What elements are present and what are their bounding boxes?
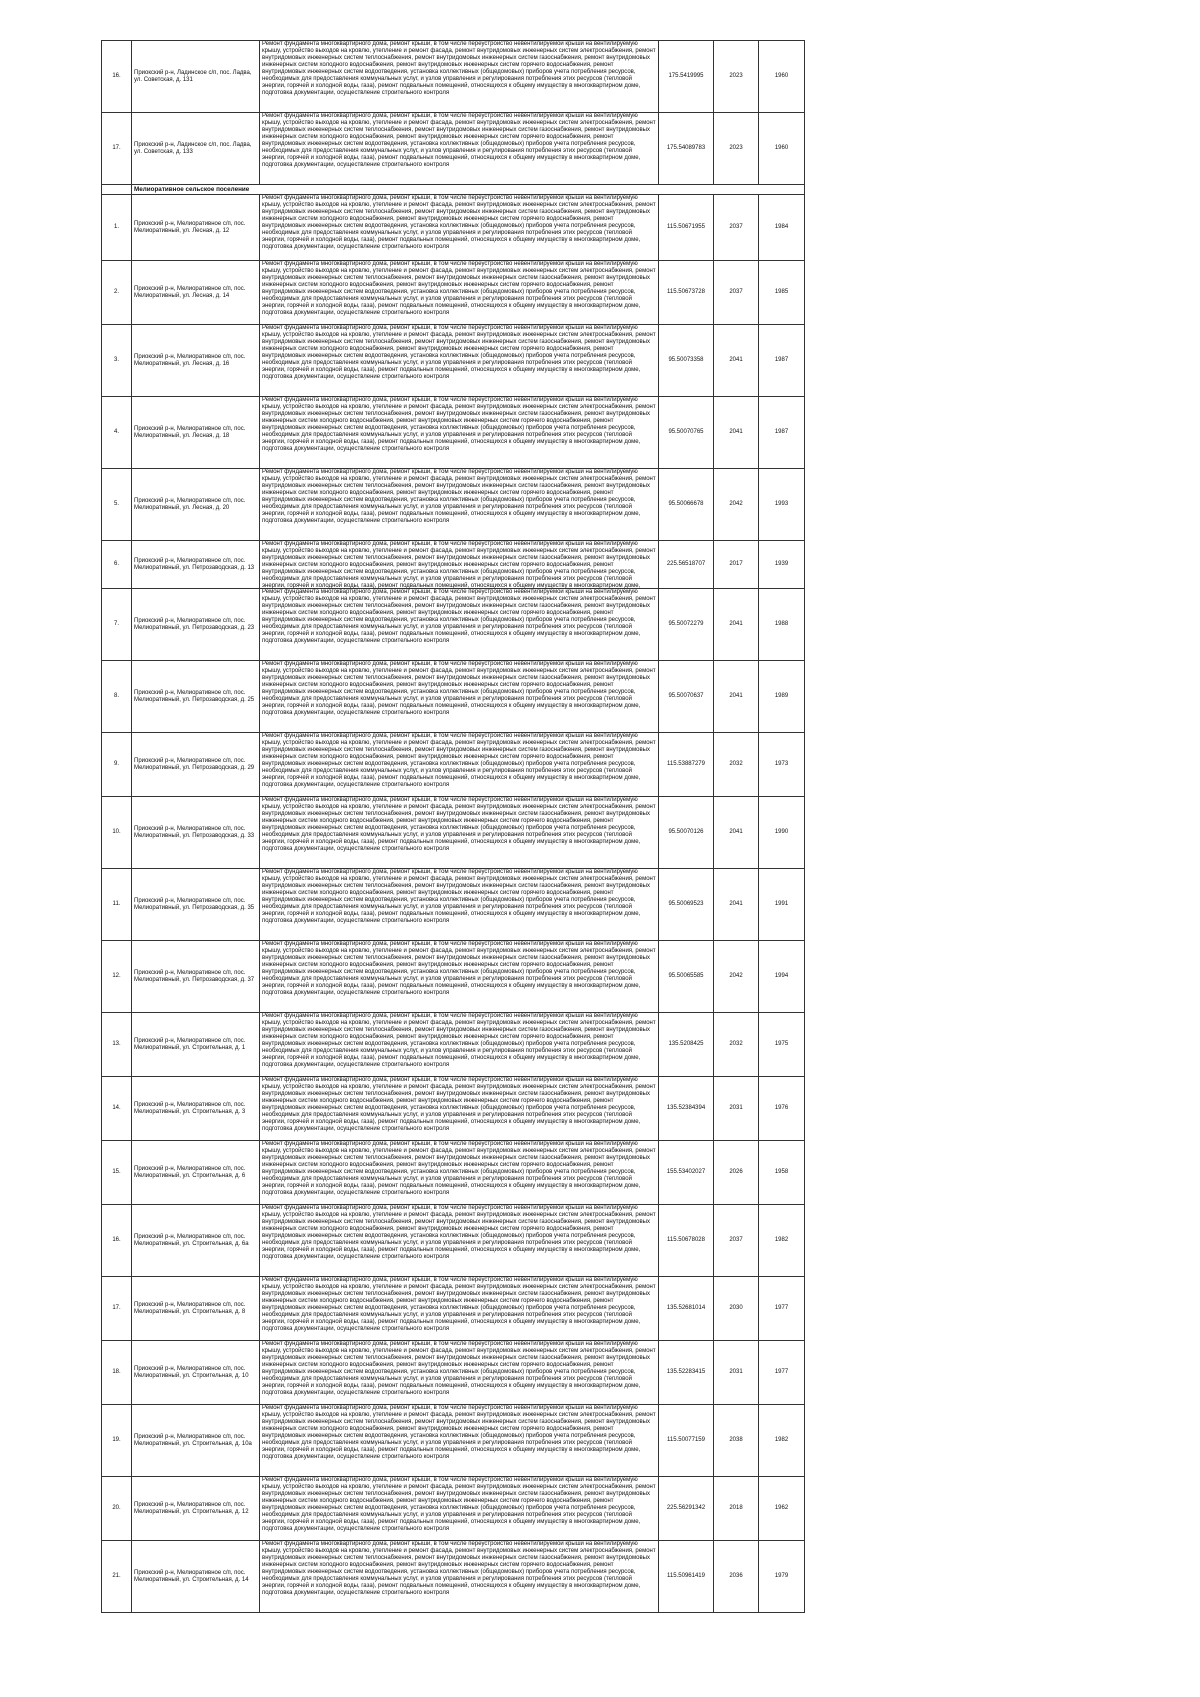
- address-cell: Приокский р-н, Мелиоративное с/п, пос. Мелиоративный, ул. Петрозаводская, д. 37: [132, 941, 260, 1013]
- work-description-cell: [260, 733, 659, 797]
- work-description-text: Ремонт фундамента многоквартирного дома, ремонт крыши, в том числе переустройство невентилируемой крыши на вентилируемую крышу, устройство выходов на кровлю, утепление и ремонт фасада, ремонт внутридомовых инженерных систем электроснабжения, ремонт внутридомовых инженерных систем теплоснабжения, ремонт внутридомовых инженерных систем газоснабжения, ремонт внутридомовых инженерных систем холодного водоснабжения, ремонт внутридомовых инженерных систем горячего водоснабжения, ремонт внутридомовых инженерных систем водоотведения, установка коллективных (общедомовых) приборов учета потребления ресурсов, необходимых для предоставления коммунальных услуг, и узлов управления и регулирования потребления этих ресурсов (тепловой энергии, горячей и холодной воды, газа), ремонт подвальных помещений, относящихся к общему имуществу в многоквартирном доме, подготовка документации, осуществление строительного контроля: [262, 589, 656, 644]
- cost-cell: 95.50070765: [659, 397, 714, 469]
- table-row: [102, 195, 805, 261]
- planned-year-cell: 2041: [714, 797, 759, 869]
- work-description-cell: [260, 1277, 659, 1341]
- cost-cell: 95.50070637: [659, 661, 714, 733]
- cost-cell: 135.5208425: [659, 1013, 714, 1077]
- table-row: [102, 589, 805, 661]
- row-number: 6.: [102, 541, 132, 589]
- row-number: 15.: [102, 1141, 132, 1205]
- build-year-cell: 1976: [759, 1077, 805, 1141]
- planned-year-cell: 2041: [714, 589, 759, 661]
- build-year-cell: 1991: [759, 869, 805, 941]
- build-year-cell: 1990: [759, 797, 805, 869]
- work-description-cell: [260, 195, 659, 261]
- work-description-text: Ремонт фундамента многоквартирного дома, ремонт крыши, в том числе переустройство невентилируемой крыши на вентилируемую крышу, устройство выходов на кровлю, утепление и ремонт фасада, ремонт внутридомовых инженерных систем электроснабжения, ремонт внутридомовых инженерных систем теплоснабжения, ремонт внутридомовых инженерных систем газоснабжения, ремонт внутридомовых инженерных систем холодного водоснабжения, ремонт внутридомовых инженерных систем горячего водоснабжения, ремонт внутридомовых инженерных систем водоотведения, установка коллективных (общедомовых) приборов учета потребления ресурсов, необходимых для предоставления коммунальных услуг, и узлов управления и регулирования потребления этих ресурсов (тепловой энергии, горячей и холодной воды, газа), ремонт подвальных помещений, относящихся к общему имуществу в многоквартирном доме, подготовка документации, осуществление строительного контроля: [262, 469, 656, 524]
- work-description-text: Ремонт фундамента многоквартирного дома, ремонт крыши, в том числе переустройство невентилируемой крыши на вентилируемую крышу, устройство выходов на кровлю, утепление и ремонт фасада, ремонт внутридомовых инженерных систем электроснабжения, ремонт внутридомовых инженерных систем теплоснабжения, ремонт внутридомовых инженерных систем газоснабжения, ремонт внутридомовых инженерных систем холодного водоснабжения, ремонт внутридомовых инженерных систем горячего водоснабжения, ремонт внутридомовых инженерных систем водоотведения, установка коллективных (общедомовых) приборов учета потребления ресурсов, необходимых для предоставления коммунальных услуг, и узлов управления и регулирования потребления этих ресурсов (тепловой энергии, горячей и холодной воды, газа), ремонт подвальных помещений, относящихся к общему имуществу в многоквартирном доме, подготовка документации, осуществление строительного контроля: [262, 41, 656, 96]
- cost-cell: 95.50069523: [659, 869, 714, 941]
- planned-year-cell: 2017: [714, 541, 759, 589]
- planned-year-cell: 2032: [714, 1013, 759, 1077]
- work-description-text: Ремонт фундамента многоквартирного дома, ремонт крыши, в том числе переустройство невентилируемой крыши на вентилируемую крышу, устройство выходов на кровлю, утепление и ремонт фасада, ремонт внутридомовых инженерных систем электроснабжения, ремонт внутридомовых инженерных систем теплоснабжения, ремонт внутридомовых инженерных систем газоснабжения, ремонт внутридомовых инженерных систем холодного водоснабжения, ремонт внутридомовых инженерных систем горячего водоснабжения, ремонт внутридомовых инженерных систем водоотведения, установка коллективных (общедомовых) приборов учета потребления ресурсов, необходимых для предоставления коммунальных услуг, и узлов управления и регулирования потребления этих ресурсов (тепловой энергии, горячей и холодной воды, газа), ремонт подвальных помещений, относящихся к общему имуществу в многоквартирном доме, подготовка документации, осуществление строительного контроля: [262, 1405, 656, 1460]
- address-cell: Приокский р-н, Мелиоративное с/п, пос. Мелиоративный, ул. Строительная, д. 3: [132, 1077, 260, 1141]
- row-number: 10.: [102, 797, 132, 869]
- table-row: [102, 1477, 805, 1541]
- cost-cell: 95.50070126: [659, 797, 714, 869]
- table-row: [102, 1141, 805, 1205]
- table-row: [102, 397, 805, 469]
- planned-year-cell: 2023: [714, 113, 759, 185]
- work-description-text: Ремонт фундамента многоквартирного дома, ремонт крыши, в том числе переустройство невентилируемой крыши на вентилируемую крышу, устройство выходов на кровлю, утепление и ремонт фасада, ремонт внутридомовых инженерных систем электроснабжения, ремонт внутридомовых инженерных систем теплоснабжения, ремонт внутридомовых инженерных систем газоснабжения, ремонт внутридомовых инженерных систем холодного водоснабжения, ремонт внутридомовых инженерных систем горячего водоснабжения, ремонт внутридомовых инженерных систем водоотведения, установка коллективных (общедомовых) приборов учета потребления ресурсов, необходимых для предоставления коммунальных услуг, и узлов управления и регулирования потребления этих ресурсов (тепловой энергии, горячей и холодной воды, газа), ремонт подвальных помещений, относящихся к общему имуществу в многоквартирном доме, подготовка документации, осуществление строительного контроля: [262, 1277, 656, 1332]
- work-description-text: Ремонт фундамента многоквартирного дома, ремонт крыши, в том числе переустройство невентилируемой крыши на вентилируемую крышу, устройство выходов на кровлю, утепление и ремонт фасада, ремонт внутридомовых инженерных систем электроснабжения, ремонт внутридомовых инженерных систем теплоснабжения, ремонт внутридомовых инженерных систем газоснабжения, ремонт внутридомовых инженерных систем холодного водоснабжения, ремонт внутридомовых инженерных систем горячего водоснабжения, ремонт внутридомовых инженерных систем водоотведения, установка коллективных (общедомовых) приборов учета потребления ресурсов, необходимых для предоставления коммунальных услуг, и узлов управления и регулирования потребления этих ресурсов (тепловой энергии, горячей и холодной воды, газа), ремонт подвальных помещений, относящихся к общему имуществу в многоквартирном доме, подготовка документации, осуществление строительного контроля: [262, 1077, 656, 1132]
- row-number: 19.: [102, 1405, 132, 1477]
- cost-cell: 115.50673728: [659, 261, 714, 325]
- planned-year-cell: 2030: [714, 1277, 759, 1341]
- table-row: [102, 541, 805, 589]
- address-cell: Приокский р-н, Мелиоративное с/п, пос. Мелиоративный, ул. Строительная, д. 10: [132, 1341, 260, 1405]
- work-description-cell: [260, 797, 659, 869]
- cost-cell: 175.5419995: [659, 41, 714, 113]
- work-description-cell: [260, 1341, 659, 1405]
- build-year-cell: 1973: [759, 733, 805, 797]
- planned-year-cell: 2023: [714, 41, 759, 113]
- build-year-cell: 1988: [759, 589, 805, 661]
- table-row: [102, 325, 805, 397]
- row-number: 9.: [102, 733, 132, 797]
- work-description-text: Ремонт фундамента многоквартирного дома, ремонт крыши, в том числе переустройство невентилируемой крыши на вентилируемую крышу, устройство выходов на кровлю, утепление и ремонт фасада, ремонт внутридомовых инженерных систем электроснабжения, ремонт внутридомовых инженерных систем теплоснабжения, ремонт внутридомовых инженерных систем газоснабжения, ремонт внутридомовых инженерных систем холодного водоснабжения, ремонт внутридомовых инженерных систем горячего водоснабжения, ремонт внутридомовых инженерных систем водоотведения, установка коллективных (общедомовых) приборов учета потребления ресурсов, необходимых для предоставления коммунальных услуг, и узлов управления и регулирования потребления этих ресурсов (тепловой энергии, горячей и холодной воды, газа), ремонт подвальных помещений, относящихся к общему имуществу в многоквартирном доме, подготовка документации, осуществление строительного контроля: [262, 661, 656, 716]
- planned-year-cell: 2031: [714, 1341, 759, 1405]
- address-cell: Приокский р-н, Мелиоративное с/п, пос. Мелиоративный, ул. Строительная, д. 14: [132, 1541, 260, 1613]
- work-description-cell: [260, 661, 659, 733]
- planned-year-cell: 2036: [714, 1541, 759, 1613]
- work-description-cell: [260, 589, 659, 661]
- cost-cell: 95.50073358: [659, 325, 714, 397]
- planned-year-cell: 2041: [714, 661, 759, 733]
- table-row: [102, 661, 805, 733]
- address-cell: Приокский р-н, Мелиоративное с/п, пос. Мелиоративный, ул. Лесная, д. 18: [132, 397, 260, 469]
- row-number: 4.: [102, 397, 132, 469]
- work-description-text: Ремонт фундамента многоквартирного дома, ремонт крыши, в том числе переустройство невентилируемой крыши на вентилируемую крышу, устройство выходов на кровлю, утепление и ремонт фасада, ремонт внутридомовых инженерных систем электроснабжения, ремонт внутридомовых инженерных систем теплоснабжения, ремонт внутридомовых инженерных систем газоснабжения, ремонт внутридомовых инженерных систем холодного водоснабжения, ремонт внутридомовых инженерных систем горячего водоснабжения, ремонт внутридомовых инженерных систем водоотведения, установка коллективных (общедомовых) приборов учета потребления ресурсов, необходимых для предоставления коммунальных услуг, и узлов управления и регулирования потребления этих ресурсов (тепловой энергии, горячей и холодной воды, газа), ремонт подвальных помещений, относящихся к общему имуществу в многоквартирном доме, подготовка документации, осуществление строительного контроля: [262, 941, 656, 996]
- address-cell: Приокский р-н, Мелиоративное с/п, пос. Мелиоративный, ул. Строительная, д. 6а: [132, 1205, 260, 1277]
- cost-cell: 115.50961419: [659, 1541, 714, 1613]
- table-row: [102, 1341, 805, 1405]
- row-number: 11.: [102, 869, 132, 941]
- work-description-text: Ремонт фундамента многоквартирного дома, ремонт крыши, в том числе переустройство невентилируемой крыши на вентилируемую крышу, устройство выходов на кровлю, утепление и ремонт фасада, ремонт внутридомовых инженерных систем электроснабжения, ремонт внутридомовых инженерных систем теплоснабжения, ремонт внутридомовых инженерных систем газоснабжения, ремонт внутридомовых инженерных систем холодного водоснабжения, ремонт внутридомовых инженерных систем горячего водоснабжения, ремонт внутридомовых инженерных систем водоотведения, установка коллективных (общедомовых) приборов учета потребления ресурсов, необходимых для предоставления коммунальных услуг, и узлов управления и регулирования потребления этих ресурсов (тепловой энергии, горячей и холодной воды, газа), ремонт подвальных помещений, относящихся к общему имуществу в многоквартирном доме, подготовка документации, осуществление строительного контроля: [262, 1013, 656, 1068]
- register-sheet: [101, 40, 804, 1613]
- row-number: 8.: [102, 661, 132, 733]
- planned-year-cell: 2037: [714, 1205, 759, 1277]
- table-row: [102, 1541, 805, 1613]
- build-year-cell: 1960: [759, 113, 805, 185]
- work-description-text: Ремонт фундамента многоквартирного дома, ремонт крыши, в том числе переустройство невентилируемой крыши на вентилируемую крышу, устройство выходов на кровлю, утепление и ремонт фасада, ремонт внутридомовых инженерных систем электроснабжения, ремонт внутридомовых инженерных систем теплоснабжения, ремонт внутридомовых инженерных систем газоснабжения, ремонт внутридомовых инженерных систем холодного водоснабжения, ремонт внутридомовых инженерных систем горячего водоснабжения, ремонт внутридомовых инженерных систем водоотведения, установка коллективных (общедомовых) приборов учета потребления ресурсов, необходимых для предоставления коммунальных услуг, и узлов управления и регулирования потребления этих ресурсов (тепловой энергии, горячей и холодной воды, газа), ремонт подвальных помещений, относящихся к общему имуществу в многоквартирном доме, подготовка документации, осуществление строительного контроля: [262, 1205, 656, 1260]
- planned-year-cell: 2037: [714, 195, 759, 261]
- table-row: [102, 261, 805, 325]
- build-year-cell: 1982: [759, 1205, 805, 1277]
- capital-repair-table: [101, 40, 805, 1613]
- work-description-text: Ремонт фундамента многоквартирного дома, ремонт крыши, в том числе переустройство невентилируемой крыши на вентилируемую крышу, устройство выходов на кровлю, утепление и ремонт фасада, ремонт внутридомовых инженерных систем электроснабжения, ремонт внутридомовых инженерных систем теплоснабжения, ремонт внутридомовых инженерных систем газоснабжения, ремонт внутридомовых инженерных систем холодного водоснабжения, ремонт внутридомовых инженерных систем горячего водоснабжения, ремонт внутридомовых инженерных систем водоотведения, установка коллективных (общедомовых) приборов учета потребления ресурсов, необходимых для предоставления коммунальных услуг, и узлов управления и регулирования потребления этих ресурсов (тепловой энергии, горячей и холодной воды, газа), ремонт подвальных помещений, относящихся к общему имуществу в многоквартирном доме,: [262, 541, 656, 588]
- row-number: 12.: [102, 941, 132, 1013]
- row-number: 7.: [102, 589, 132, 661]
- address-cell: Приокский р-н, Мелиоративное с/п, пос. Мелиоративный, ул. Строительная, д. 6: [132, 1141, 260, 1205]
- row-number: 5.: [102, 469, 132, 541]
- table-body: [102, 41, 805, 1613]
- cost-cell: 115.53887279: [659, 733, 714, 797]
- work-description-cell: [260, 941, 659, 1013]
- cost-cell: 95.50066678: [659, 469, 714, 541]
- table-row: [102, 1277, 805, 1341]
- row-number: 16.: [102, 1205, 132, 1277]
- work-description-text: Ремонт фундамента многоквартирного дома, ремонт крыши, в том числе переустройство невентилируемой крыши на вентилируемую крышу, устройство выходов на кровлю, утепление и ремонт фасада, ремонт внутридомовых инженерных систем электроснабжения, ремонт внутридомовых инженерных систем теплоснабжения, ремонт внутридомовых инженерных систем газоснабжения, ремонт внутридомовых инженерных систем холодного водоснабжения, ремонт внутридомовых инженерных систем горячего водоснабжения, ремонт внутридомовых инженерных систем водоотведения, установка коллективных (общедомовых) приборов учета потребления ресурсов, необходимых для предоставления коммунальных услуг, и узлов управления и регулирования потребления этих ресурсов (тепловой энергии, горячей и холодной воды, газа), ремонт подвальных помещений, относящихся к общему имуществу в многоквартирном доме, подготовка документации, осуществление строительного контроля: [262, 195, 656, 250]
- cost-cell: 115.50678028: [659, 1205, 714, 1277]
- build-year-cell: 1989: [759, 661, 805, 733]
- cost-cell: 135.52384394: [659, 1077, 714, 1141]
- work-description-cell: [260, 41, 659, 113]
- work-description-cell: [260, 1013, 659, 1077]
- work-description-cell: [260, 1205, 659, 1277]
- address-cell: Приокский р-н, Мелиоративное с/п, пос. Мелиоративный, ул. Лесная, д. 20: [132, 469, 260, 541]
- cost-cell: 95.50072279: [659, 589, 714, 661]
- address-cell: Приокский р-н, Мелиоративное с/п, пос. Мелиоративный, ул. Петрозаводская, д. 29: [132, 733, 260, 797]
- address-cell: Приокский р-н, Мелиоративное с/п, пос. Мелиоративный, ул. Лесная, д. 12: [132, 195, 260, 261]
- table-row: [102, 869, 805, 941]
- build-year-cell: 1979: [759, 1541, 805, 1613]
- planned-year-cell: 2042: [714, 469, 759, 541]
- table-row: [102, 469, 805, 541]
- cost-cell: 135.52283415: [659, 1341, 714, 1405]
- build-year-cell: 1984: [759, 195, 805, 261]
- row-number: 17.: [102, 113, 132, 185]
- cost-cell: 175.54089783: [659, 113, 714, 185]
- work-description-text: Ремонт фундамента многоквартирного дома, ремонт крыши, в том числе переустройство невентилируемой крыши на вентилируемую крышу, устройство выходов на кровлю, утепление и ремонт фасада, ремонт внутридомовых инженерных систем электроснабжения, ремонт внутридомовых инженерных систем теплоснабжения, ремонт внутридомовых инженерных систем газоснабжения, ремонт внутридомовых инженерных систем холодного водоснабжения, ремонт внутридомовых инженерных систем горячего водоснабжения, ремонт внутридомовых инженерных систем водоотведения, установка коллективных (общедомовых) приборов учета потребления ресурсов, необходимых для предоставления коммунальных услуг, и узлов управления и регулирования потребления этих ресурсов (тепловой энергии, горячей и холодной воды, газа), ремонт подвальных помещений, относящихся к общему имуществу в многоквартирном доме, подготовка документации, осуществление строительного контроля: [262, 325, 656, 380]
- work-description-cell: [260, 1541, 659, 1613]
- build-year-cell: 1985: [759, 261, 805, 325]
- work-description-text: Ремонт фундамента многоквартирного дома, ремонт крыши, в том числе переустройство невентилируемой крыши на вентилируемую крышу, устройство выходов на кровлю, утепление и ремонт фасада, ремонт внутридомовых инженерных систем электроснабжения, ремонт внутридомовых инженерных систем теплоснабжения, ремонт внутридомовых инженерных систем газоснабжения, ремонт внутридомовых инженерных систем холодного водоснабжения, ремонт внутридомовых инженерных систем горячего водоснабжения, ремонт внутридомовых инженерных систем водоотведения, установка коллективных (общедомовых) приборов учета потребления ресурсов, необходимых для предоставления коммунальных услуг, и узлов управления и регулирования потребления этих ресурсов (тепловой энергии, горячей и холодной воды, газа), ремонт подвальных помещений, относящихся к общему имуществу в многоквартирном доме, подготовка документации, осуществление строительного контроля: [262, 1341, 656, 1396]
- row-number: 16.: [102, 41, 132, 113]
- build-year-cell: 1939: [759, 541, 805, 589]
- planned-year-cell: 2042: [714, 941, 759, 1013]
- build-year-cell: 1960: [759, 41, 805, 113]
- row-number: 17.: [102, 1277, 132, 1341]
- work-description-cell: [260, 325, 659, 397]
- cost-cell: 225.56518707: [659, 541, 714, 589]
- address-cell: Приокский р-н, Мелиоративное с/п, пос. Мелиоративный, ул. Петрозаводская, д. 35: [132, 869, 260, 941]
- build-year-cell: 1994: [759, 941, 805, 1013]
- row-number: 21.: [102, 1541, 132, 1613]
- cost-cell: 225.56291342: [659, 1477, 714, 1541]
- work-description-cell: [260, 1405, 659, 1477]
- table-row: [102, 1205, 805, 1277]
- section-number-cell: [102, 185, 132, 195]
- cost-cell: 115.50077159: [659, 1405, 714, 1477]
- row-number: 18.: [102, 1341, 132, 1405]
- work-description-text: Ремонт фундамента многоквартирного дома, ремонт крыши, в том числе переустройство невентилируемой крыши на вентилируемую крышу, устройство выходов на кровлю, утепление и ремонт фасада, ремонт внутридомовых инженерных систем электроснабжения, ремонт внутридомовых инженерных систем теплоснабжения, ремонт внутридомовых инженерных систем газоснабжения, ремонт внутридомовых инженерных систем холодного водоснабжения, ремонт внутридомовых инженерных систем горячего водоснабжения, ремонт внутридомовых инженерных систем водоотведения, установка коллективных (общедомовых) приборов учета потребления ресурсов, необходимых для предоставления коммунальных услуг, и узлов управления и регулирования потребления этих ресурсов (тепловой энергии, горячей и холодной воды, газа), ремонт подвальных помещений, относящихся к общему имуществу в многоквартирном доме, подготовка документации, осуществление строительного контроля: [262, 397, 656, 452]
- section-title: Мелиоративное сельское поселение: [132, 185, 805, 195]
- work-description-cell: [260, 869, 659, 941]
- address-cell: Приокский р-н, Мелиоративное с/п, пос. Мелиоративный, ул. Строительная, д. 1: [132, 1013, 260, 1077]
- planned-year-cell: 2041: [714, 325, 759, 397]
- build-year-cell: 1987: [759, 397, 805, 469]
- table-row: [102, 941, 805, 1013]
- cost-cell: 155.53402027: [659, 1141, 714, 1205]
- row-number: 1.: [102, 195, 132, 261]
- build-year-cell: 1977: [759, 1341, 805, 1405]
- planned-year-cell: 2031: [714, 1077, 759, 1141]
- planned-year-cell: 2026: [714, 1141, 759, 1205]
- work-description-text: Ремонт фундамента многоквартирного дома, ремонт крыши, в том числе переустройство невентилируемой крыши на вентилируемую крышу, устройство выходов на кровлю, утепление и ремонт фасада, ремонт внутридомовых инженерных систем электроснабжения, ремонт внутридомовых инженерных систем теплоснабжения, ремонт внутридомовых инженерных систем газоснабжения, ремонт внутридомовых инженерных систем холодного водоснабжения, ремонт внутридомовых инженерных систем горячего водоснабжения, ремонт внутридомовых инженерных систем водоотведения, установка коллективных (общедомовых) приборов учета потребления ресурсов, необходимых для предоставления коммунальных услуг, и узлов управления и регулирования потребления этих ресурсов (тепловой энергии, горячей и холодной воды, газа), ремонт подвальных помещений, относящихся к общему имуществу в многоквартирном доме, подготовка документации, осуществление строительного контроля: [262, 733, 656, 788]
- row-number: 3.: [102, 325, 132, 397]
- planned-year-cell: 2038: [714, 1405, 759, 1477]
- work-description-cell: [260, 1077, 659, 1141]
- table-row: [102, 1077, 805, 1141]
- work-description-cell: [260, 541, 659, 589]
- table-row: [102, 113, 805, 185]
- table-row: [102, 1405, 805, 1477]
- work-description-text: Ремонт фундамента многоквартирного дома, ремонт крыши, в том числе переустройство невентилируемой крыши на вентилируемую крышу, устройство выходов на кровлю, утепление и ремонт фасада, ремонт внутридомовых инженерных систем электроснабжения, ремонт внутридомовых инженерных систем теплоснабжения, ремонт внутридомовых инженерных систем газоснабжения, ремонт внутридомовых инженерных систем холодного водоснабжения, ремонт внутридомовых инженерных систем горячего водоснабжения, ремонт внутридомовых инженерных систем водоотведения, установка коллективных (общедомовых) приборов учета потребления ресурсов, необходимых для предоставления коммунальных услуг, и узлов управления и регулирования потребления этих ресурсов (тепловой энергии, горячей и холодной воды, газа), ремонт подвальных помещений, относящихся к общему имуществу в многоквартирном доме, подготовка документации, осуществление строительного контроля: [262, 113, 656, 168]
- planned-year-cell: 2032: [714, 733, 759, 797]
- section-header-row: [102, 185, 805, 195]
- work-description-text: Ремонт фундамента многоквартирного дома, ремонт крыши, в том числе переустройство невентилируемой крыши на вентилируемую крышу, устройство выходов на кровлю, утепление и ремонт фасада, ремонт внутридомовых инженерных систем электроснабжения, ремонт внутридомовых инженерных систем теплоснабжения, ремонт внутридомовых инженерных систем газоснабжения, ремонт внутридомовых инженерных систем холодного водоснабжения, ремонт внутридомовых инженерных систем горячего водоснабжения, ремонт внутридомовых инженерных систем водоотведения, установка коллективных (общедомовых) приборов учета потребления ресурсов, необходимых для предоставления коммунальных услуг, и узлов управления и регулирования потребления этих ресурсов (тепловой энергии, горячей и холодной воды, газа), ремонт подвальных помещений, относящихся к общему имуществу в многоквартирном доме, подготовка документации, осуществление строительного контроля: [262, 1541, 656, 1596]
- table-row: [102, 797, 805, 869]
- build-year-cell: 1958: [759, 1141, 805, 1205]
- address-cell: Приокский р-н, Мелиоративное с/п, пос. Мелиоративный, ул. Петрозаводская, д. 25: [132, 661, 260, 733]
- work-description-cell: [260, 469, 659, 541]
- row-number: 20.: [102, 1477, 132, 1541]
- row-number: 2.: [102, 261, 132, 325]
- address-cell: Приокский р-н, Ладинское с/п, пос. Ладва, ул. Советская, д. 131: [132, 41, 260, 113]
- build-year-cell: 1987: [759, 325, 805, 397]
- work-description-cell: [260, 1477, 659, 1541]
- work-description-cell: [260, 261, 659, 325]
- cost-cell: 135.52681014: [659, 1277, 714, 1341]
- build-year-cell: 1982: [759, 1405, 805, 1477]
- work-description-text: Ремонт фундамента многоквартирного дома, ремонт крыши, в том числе переустройство невентилируемой крыши на вентилируемую крышу, устройство выходов на кровлю, утепление и ремонт фасада, ремонт внутридомовых инженерных систем электроснабжения, ремонт внутридомовых инженерных систем теплоснабжения, ремонт внутридомовых инженерных систем газоснабжения, ремонт внутридомовых инженерных систем холодного водоснабжения, ремонт внутридомовых инженерных систем горячего водоснабжения, ремонт внутридомовых инженерных систем водоотведения, установка коллективных (общедомовых) приборов учета потребления ресурсов, необходимых для предоставления коммунальных услуг, и узлов управления и регулирования потребления этих ресурсов (тепловой энергии, горячей и холодной воды, газа), ремонт подвальных помещений, относящихся к общему имуществу в многоквартирном доме, подготовка документации, осуществление строительного контроля: [262, 261, 656, 316]
- address-cell: Приокский р-н, Ладинское с/п, пос. Ладва, ул. Советская, д. 133: [132, 113, 260, 185]
- address-cell: Приокский р-н, Мелиоративное с/п, пос. Мелиоративный, ул. Лесная, д. 16: [132, 325, 260, 397]
- address-cell: Приокский р-н, Мелиоративное с/п, пос. Мелиоративный, ул. Строительная, д. 10а: [132, 1405, 260, 1477]
- table-row: [102, 1013, 805, 1077]
- build-year-cell: 1993: [759, 469, 805, 541]
- address-cell: Приокский р-н, Мелиоративное с/п, пос. Мелиоративный, ул. Строительная, д. 12: [132, 1477, 260, 1541]
- address-cell: Приокский р-н, Мелиоративное с/п, пос. Мелиоративный, ул. Лесная, д. 14: [132, 261, 260, 325]
- address-cell: Приокский р-н, Мелиоративное с/п, пос. Мелиоративный, ул. Петрозаводская, д. 13: [132, 541, 260, 589]
- cost-cell: 115.50671955: [659, 195, 714, 261]
- planned-year-cell: 2037: [714, 261, 759, 325]
- row-number: 14.: [102, 1077, 132, 1141]
- table-row: [102, 733, 805, 797]
- work-description-text: Ремонт фундамента многоквартирного дома, ремонт крыши, в том числе переустройство невентилируемой крыши на вентилируемую крышу, устройство выходов на кровлю, утепление и ремонт фасада, ремонт внутридомовых инженерных систем электроснабжения, ремонт внутридомовых инженерных систем теплоснабжения, ремонт внутридомовых инженерных систем газоснабжения, ремонт внутридомовых инженерных систем холодного водоснабжения, ремонт внутридомовых инженерных систем горячего водоснабжения, ремонт внутридомовых инженерных систем водоотведения, установка коллективных (общедомовых) приборов учета потребления ресурсов, необходимых для предоставления коммунальных услуг, и узлов управления и регулирования потребления этих ресурсов (тепловой энергии, горячей и холодной воды, газа), ремонт подвальных помещений, относящихся к общему имуществу в многоквартирном доме, подготовка документации, осуществление строительного контроля: [262, 797, 656, 852]
- planned-year-cell: 2041: [714, 869, 759, 941]
- work-description-cell: [260, 397, 659, 469]
- build-year-cell: 1977: [759, 1277, 805, 1341]
- row-number: 13.: [102, 1013, 132, 1077]
- build-year-cell: 1975: [759, 1013, 805, 1077]
- work-description-cell: [260, 1141, 659, 1205]
- work-description-text: Ремонт фундамента многоквартирного дома, ремонт крыши, в том числе переустройство невентилируемой крыши на вентилируемую крышу, устройство выходов на кровлю, утепление и ремонт фасада, ремонт внутридомовых инженерных систем электроснабжения, ремонт внутридомовых инженерных систем теплоснабжения, ремонт внутридомовых инженерных систем газоснабжения, ремонт внутридомовых инженерных систем холодного водоснабжения, ремонт внутридомовых инженерных систем горячего водоснабжения, ремонт внутридомовых инженерных систем водоотведения, установка коллективных (общедомовых) приборов учета потребления ресурсов, необходимых для предоставления коммунальных услуг, и узлов управления и регулирования потребления этих ресурсов (тепловой энергии, горячей и холодной воды, газа), ремонт подвальных помещений, относящихся к общему имуществу в многоквартирном доме, подготовка документации, осуществление строительного контроля: [262, 1477, 656, 1532]
- planned-year-cell: 2018: [714, 1477, 759, 1541]
- cost-cell: 95.50065585: [659, 941, 714, 1013]
- work-description-text: Ремонт фундамента многоквартирного дома, ремонт крыши, в том числе переустройство невентилируемой крыши на вентилируемую крышу, устройство выходов на кровлю, утепление и ремонт фасада, ремонт внутридомовых инженерных систем электроснабжения, ремонт внутридомовых инженерных систем теплоснабжения, ремонт внутридомовых инженерных систем газоснабжения, ремонт внутридомовых инженерных систем холодного водоснабжения, ремонт внутридомовых инженерных систем горячего водоснабжения, ремонт внутридомовых инженерных систем водоотведения, установка коллективных (общедомовых) приборов учета потребления ресурсов, необходимых для предоставления коммунальных услуг, и узлов управления и регулирования потребления этих ресурсов (тепловой энергии, горячей и холодной воды, газа), ремонт подвальных помещений, относящихся к общему имуществу в многоквартирном доме, подготовка документации, осуществление строительного контроля: [262, 869, 656, 924]
- planned-year-cell: 2041: [714, 397, 759, 469]
- table-row: [102, 41, 805, 113]
- work-description-cell: [260, 113, 659, 185]
- build-year-cell: 1962: [759, 1477, 805, 1541]
- work-description-text: Ремонт фундамента многоквартирного дома, ремонт крыши, в том числе переустройство невентилируемой крыши на вентилируемую крышу, устройство выходов на кровлю, утепление и ремонт фасада, ремонт внутридомовых инженерных систем электроснабжения, ремонт внутридомовых инженерных систем теплоснабжения, ремонт внутридомовых инженерных систем газоснабжения, ремонт внутридомовых инженерных систем холодного водоснабжения, ремонт внутридомовых инженерных систем горячего водоснабжения, ремонт внутридомовых инженерных систем водоотведения, установка коллективных (общедомовых) приборов учета потребления ресурсов, необходимых для предоставления коммунальных услуг, и узлов управления и регулирования потребления этих ресурсов (тепловой энергии, горячей и холодной воды, газа), ремонт подвальных помещений, относящихся к общему имуществу в многоквартирном доме, подготовка документации, осуществление строительного контроля: [262, 1141, 656, 1196]
- address-cell: Приокский р-н, Мелиоративное с/п, пос. Мелиоративный, ул. Строительная, д. 8: [132, 1277, 260, 1341]
- address-cell: Приокский р-н, Мелиоративное с/п, пос. Мелиоративный, ул. Петрозаводская, д. 23: [132, 589, 260, 661]
- address-cell: Приокский р-н, Мелиоративное с/п, пос. Мелиоративный, ул. Петрозаводская, д. 33: [132, 797, 260, 869]
